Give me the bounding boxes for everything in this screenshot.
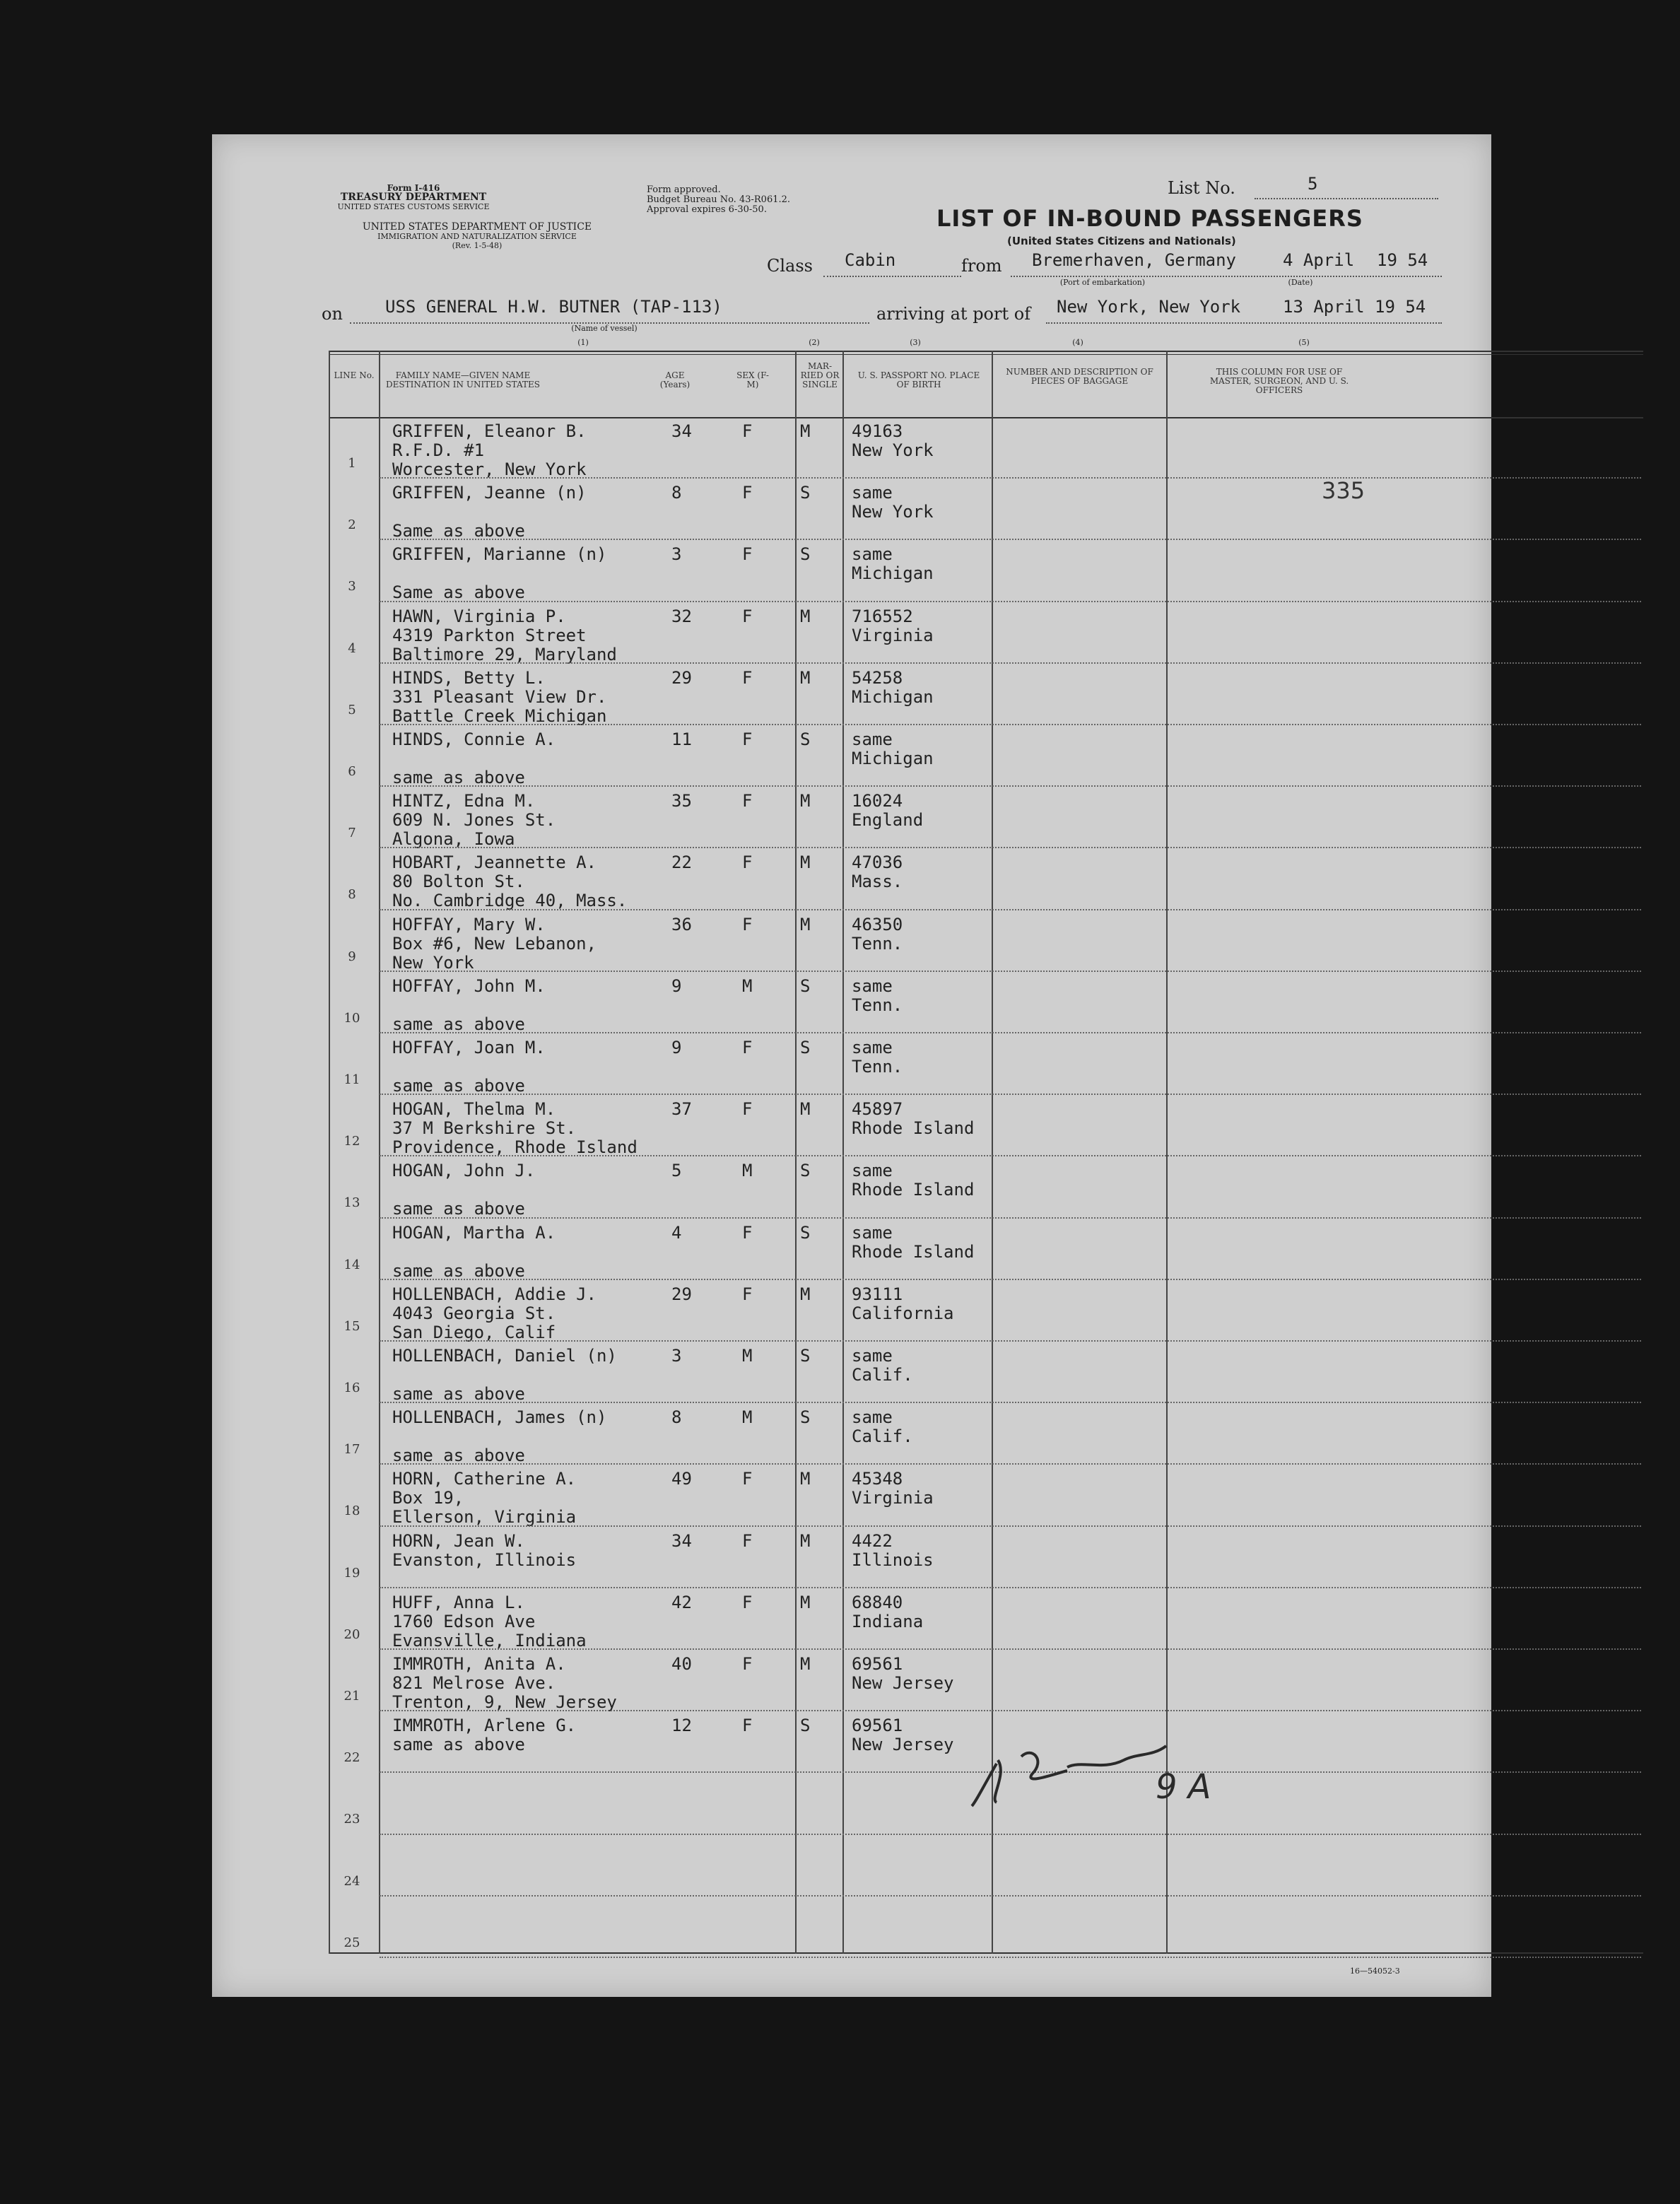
- age-value: 8: [671, 1407, 682, 1428]
- destination-line-2: New York: [392, 952, 474, 973]
- age-value: 4: [671, 1222, 682, 1243]
- place-of-birth: Tenn.: [852, 995, 903, 1015]
- destination-line-2: Algona, Iowa: [392, 829, 515, 850]
- annotation-335: 335: [1322, 477, 1365, 504]
- destination-line-1: 37 M Berkshire St.: [392, 1118, 577, 1139]
- passport-number: same: [852, 1222, 893, 1243]
- passport-number: 68840: [852, 1592, 903, 1612]
- sex-value: F: [742, 914, 753, 934]
- arrival-year: 19 54: [1375, 297, 1426, 317]
- col-divider-passport: [992, 351, 993, 1954]
- line-number: 7: [348, 826, 356, 841]
- row-divider: [380, 1155, 1641, 1156]
- class-label: Class: [767, 256, 813, 276]
- header-officers: THIS COLUMN FOR USE OF MASTER, SURGEON, AND U. S. OFFICERS: [1209, 367, 1349, 395]
- treasury-label: TREASURY DEPARTMENT: [340, 192, 487, 203]
- age-value: 3: [671, 544, 682, 565]
- passport-number: same: [852, 483, 893, 503]
- line-number: 22: [343, 1750, 360, 1766]
- table-top-border-2: [329, 354, 1643, 355]
- age-value: 5: [671, 1161, 682, 1181]
- col-num-1: (1): [577, 338, 589, 347]
- signature-note: 9 A: [1156, 1767, 1211, 1807]
- row-divider: [380, 1895, 1641, 1897]
- line-number: 17: [343, 1442, 360, 1458]
- passport-number: 4422: [852, 1530, 893, 1551]
- header-name: FAMILY NAME—GIVEN NAME DESTINATION IN UNITED STATES: [386, 370, 540, 389]
- age-value: 36: [671, 914, 692, 934]
- passenger-name: HOFFAY, Mary W.: [392, 914, 546, 934]
- sex-value: F: [742, 1038, 753, 1057]
- line-number: 21: [343, 1689, 360, 1704]
- table-top-border: [329, 351, 1643, 352]
- place-of-birth: Tenn.: [852, 933, 903, 954]
- married-status: M: [800, 421, 811, 441]
- destination-line-1: 80 Bolton St.: [392, 872, 525, 892]
- place-of-birth: California: [852, 1303, 954, 1323]
- place-of-birth: Indiana: [852, 1611, 924, 1631]
- sex-value: M: [742, 1346, 753, 1366]
- rev-label: (Rev. 1-5-48): [452, 241, 503, 250]
- married-status: M: [800, 1592, 811, 1612]
- expires-label: Approval expires 6-30-50.: [647, 204, 767, 215]
- list-no-label: List No.: [1168, 178, 1235, 198]
- passenger-name: HOGAN, Thelma M.: [392, 1099, 556, 1120]
- place-of-birth: Rhode Island: [852, 1118, 975, 1139]
- from-label: from: [961, 256, 1002, 276]
- place-of-birth: Michigan: [852, 686, 934, 707]
- row-divider: [380, 1648, 1641, 1650]
- age-value: 40: [671, 1654, 692, 1674]
- sex-value: F: [742, 852, 753, 873]
- from-date: 4 April: [1283, 250, 1355, 270]
- table-left-border: [329, 351, 330, 1954]
- header-sex: SEX (F-M): [736, 370, 769, 389]
- passenger-name: HOBART, Jeannette A.: [392, 852, 597, 873]
- sex-value: F: [742, 421, 753, 441]
- passenger-name: IMMROTH, Arlene G.: [392, 1716, 577, 1736]
- row-divider: [380, 1710, 1641, 1711]
- destination-line-2: same as above: [392, 1014, 525, 1034]
- age-value: 34: [671, 1530, 692, 1551]
- married-status: S: [800, 1407, 811, 1428]
- passenger-name: GRIFFEN, Jeanne (n): [392, 483, 587, 503]
- sex-value: M: [742, 975, 753, 996]
- passport-number: same: [852, 544, 893, 565]
- destination-line-1: Box 19,: [392, 1488, 464, 1508]
- age-value: 8: [671, 483, 682, 503]
- destination-line-2: Same as above: [392, 582, 525, 603]
- line-number: 2: [348, 517, 356, 533]
- married-status: S: [800, 544, 811, 565]
- line-number: 14: [343, 1257, 360, 1272]
- destination-line-2: same as above: [392, 1199, 525, 1219]
- place-of-birth: New Jersey: [852, 1673, 954, 1693]
- row-divider: [380, 662, 1641, 664]
- destination-line-2: same as above: [392, 1446, 525, 1466]
- sex-value: F: [742, 544, 753, 565]
- place-of-birth: Illinois: [852, 1549, 934, 1570]
- on-label: on: [322, 304, 343, 324]
- line-number: 8: [348, 887, 356, 903]
- passport-number: 54258: [852, 667, 903, 688]
- line-number: 6: [348, 764, 356, 779]
- married-status: M: [800, 606, 811, 626]
- age-value: 37: [671, 1099, 692, 1120]
- passport-number: 45897: [852, 1099, 903, 1120]
- passenger-name: IMMROTH, Anita A.: [392, 1654, 566, 1674]
- married-status: S: [800, 483, 811, 503]
- arriving-label: arriving at port of: [876, 304, 1031, 324]
- sex-value: F: [742, 483, 753, 503]
- sex-value: M: [742, 1407, 753, 1428]
- destination-line-2: same as above: [392, 1260, 525, 1281]
- place-of-birth: Rhode Island: [852, 1241, 975, 1262]
- row-divider: [380, 909, 1641, 910]
- destination-line-1: 4319 Parkton Street: [392, 625, 587, 645]
- line-number: 20: [343, 1626, 360, 1642]
- customs-label: UNITED STATES CUSTOMS SERVICE: [337, 202, 490, 211]
- destination-line-1: 821 Melrose Ave.: [392, 1673, 556, 1693]
- sex-value: F: [742, 667, 753, 688]
- age-value: 34: [671, 421, 692, 441]
- row-divider: [380, 785, 1641, 787]
- age-value: 29: [671, 667, 692, 688]
- destination-line-1: same as above: [392, 1735, 525, 1755]
- passenger-name: HOFFAY, John M.: [392, 975, 546, 996]
- line-number: 25: [343, 1935, 360, 1950]
- destination-line-2: Baltimore 29, Maryland: [392, 644, 617, 664]
- destination-line-2: San Diego, Calif: [392, 1322, 556, 1342]
- header-age: AGE (Years): [659, 370, 691, 389]
- ins-label: IMMIGRATION AND NATURALIZATION SERVICE: [377, 232, 577, 241]
- married-status: M: [800, 667, 811, 688]
- passport-number: same: [852, 1161, 893, 1181]
- passenger-name: HINTZ, Edna M.: [392, 791, 536, 811]
- arrival-port: New York, New York: [1057, 297, 1241, 317]
- row-divider: [380, 1032, 1641, 1033]
- vessel-note: (Name of vessel): [571, 324, 638, 333]
- line-number: 15: [343, 1318, 360, 1334]
- form-number: Form I-416: [387, 183, 440, 193]
- line-number: 1: [348, 456, 356, 471]
- age-value: 42: [671, 1592, 692, 1612]
- passenger-name: HOLLENBACH, Addie J.: [392, 1284, 597, 1304]
- destination-line-1: 4043 Georgia St.: [392, 1303, 556, 1323]
- sex-value: F: [742, 1099, 753, 1120]
- line-number: 19: [343, 1565, 360, 1581]
- passport-number: same: [852, 1407, 893, 1428]
- passport-number: same: [852, 975, 893, 996]
- justice-block: [318, 223, 636, 250]
- page-subtitle: (United States Citizens and Nationals): [1007, 235, 1236, 247]
- page-title: LIST OF IN-BOUND PASSENGERS: [936, 205, 1363, 232]
- destination-line-1: Evanston, Illinois: [392, 1549, 577, 1570]
- married-status: M: [800, 791, 811, 811]
- from-year: 19 54: [1377, 250, 1428, 270]
- place-of-birth: Virginia: [852, 1488, 934, 1508]
- row-divider: [380, 1463, 1641, 1465]
- destination-line-2: same as above: [392, 768, 525, 787]
- place-of-birth: Tenn.: [852, 1057, 903, 1077]
- passenger-name: HOGAN, Martha A.: [392, 1222, 556, 1243]
- row-divider: [380, 1957, 1641, 1958]
- destination-line-1: Box #6, New Lebanon,: [392, 933, 597, 954]
- col-num-4: (4): [1072, 338, 1083, 347]
- married-status: S: [800, 1716, 811, 1736]
- age-value: 35: [671, 791, 692, 811]
- passport-number: same: [852, 1038, 893, 1057]
- place-of-birth: New York: [852, 502, 934, 522]
- line-number: 4: [348, 640, 356, 656]
- col-divider-sex: [795, 351, 797, 1954]
- sex-value: F: [742, 606, 753, 626]
- passenger-name: HINDS, Connie A.: [392, 729, 556, 749]
- col-divider-baggage: [1166, 351, 1168, 1954]
- sex-value: F: [742, 791, 753, 811]
- destination-line-1: R.F.D. #1: [392, 440, 485, 460]
- port-embark-note: (Port of embarkation): [1059, 278, 1146, 287]
- age-value: 29: [671, 1284, 692, 1304]
- passport-number: 47036: [852, 852, 903, 873]
- married-status: M: [800, 1530, 811, 1551]
- row-divider: [380, 1094, 1641, 1095]
- destination-line-2: Same as above: [392, 521, 525, 541]
- married-status: S: [800, 1161, 811, 1181]
- budget-label: Budget Bureau No. 43-R061.2.: [647, 194, 791, 205]
- destination-line-2: Evansville, Indiana: [392, 1630, 587, 1651]
- place-of-birth: New York: [852, 440, 934, 460]
- line-number: 9: [348, 949, 356, 964]
- married-status: M: [800, 1284, 811, 1304]
- passport-number: 45348: [852, 1469, 903, 1489]
- married-status: S: [800, 1346, 811, 1366]
- passenger-name: HOLLENBACH, James (n): [392, 1407, 607, 1428]
- passenger-name: HUFF, Anna L.: [392, 1592, 525, 1612]
- passport-number: same: [852, 729, 893, 749]
- passenger-name: HAWN, Virginia P.: [392, 606, 566, 626]
- sex-value: F: [742, 1222, 753, 1243]
- destination-line-2: Worcester, New York: [392, 459, 587, 479]
- line-number: 18: [343, 1503, 360, 1519]
- married-status: M: [800, 1469, 811, 1489]
- passenger-name: HORN, Catherine A.: [392, 1469, 577, 1489]
- passport-number: 16024: [852, 791, 903, 811]
- place-of-birth: Michigan: [852, 563, 934, 584]
- from-field: [1011, 250, 1442, 277]
- line-number: 5: [348, 702, 356, 717]
- approved-label: Form approved.: [647, 184, 721, 195]
- destination-line-2: No. Cambridge 40, Mass.: [392, 891, 628, 911]
- class-value: Cabin: [845, 250, 896, 270]
- row-divider: [380, 601, 1641, 602]
- row-divider: [380, 539, 1641, 540]
- list-no-field: [1255, 174, 1438, 199]
- place-of-birth: Mass.: [852, 872, 903, 892]
- age-value: 11: [671, 729, 692, 749]
- passport-number: 716552: [852, 606, 913, 626]
- row-divider: [380, 1525, 1641, 1527]
- married-status: S: [800, 975, 811, 996]
- col-num-3: (3): [910, 338, 921, 347]
- col-num-2: (2): [809, 338, 820, 347]
- sex-value: F: [742, 1284, 753, 1304]
- sex-value: F: [742, 1592, 753, 1612]
- age-value: 12: [671, 1716, 692, 1736]
- passport-number: 49163: [852, 421, 903, 441]
- from-port: Bremerhaven, Germany: [1032, 250, 1236, 270]
- row-divider: [380, 1217, 1641, 1219]
- passenger-list-form: [212, 134, 1491, 1997]
- vessel-field: [350, 297, 869, 324]
- place-of-birth: Virginia: [852, 625, 934, 645]
- row-divider: [380, 1834, 1641, 1835]
- passenger-name: HORN, Jean W.: [392, 1530, 525, 1551]
- row-divider: [380, 847, 1641, 848]
- passport-number: 69561: [852, 1654, 903, 1674]
- row-divider: [380, 1587, 1641, 1588]
- age-value: 32: [671, 606, 692, 626]
- line-number: 16: [343, 1381, 360, 1395]
- row-divider: [380, 724, 1641, 725]
- passenger-name: HOLLENBACH, Daniel (n): [392, 1346, 617, 1366]
- arrival-field: [1046, 297, 1442, 324]
- header-baggage: NUMBER AND DESCRIPTION OF PIECES OF BAGGAGE: [1006, 367, 1153, 386]
- married-status: M: [800, 1099, 811, 1120]
- married-status: S: [800, 1222, 811, 1243]
- passenger-name: GRIFFEN, Eleanor B.: [392, 421, 587, 441]
- place-of-birth: Calif.: [852, 1365, 913, 1385]
- passport-number: 93111: [852, 1284, 903, 1304]
- passenger-name: HOGAN, John J.: [392, 1161, 536, 1181]
- justice-label: UNITED STATES DEPARTMENT OF JUSTICE: [362, 221, 592, 233]
- approval-block: [647, 185, 830, 215]
- header-married: MAR-RIED OR SINGLE: [800, 361, 840, 389]
- line-number: 24: [343, 1873, 360, 1889]
- married-status: M: [800, 852, 811, 873]
- destination-line-1: 1760 Edson Ave: [392, 1611, 536, 1631]
- destination-line-1: 609 N. Jones St.: [392, 810, 556, 831]
- passenger-name: GRIFFEN, Marianne (n): [392, 544, 607, 565]
- place-of-birth: England: [852, 810, 924, 831]
- list-no-value: 5: [1308, 174, 1318, 194]
- sex-value: F: [742, 1530, 753, 1551]
- sex-value: F: [742, 1654, 753, 1674]
- place-of-birth: Rhode Island: [852, 1180, 975, 1200]
- destination-line-2: Battle Creek Michigan: [392, 705, 607, 726]
- col-divider-married: [842, 351, 844, 1954]
- sex-value: F: [742, 1716, 753, 1736]
- married-status: S: [800, 729, 811, 749]
- sex-value: F: [742, 1469, 753, 1489]
- header-line-no: LINE No.: [334, 370, 375, 380]
- age-value: 9: [671, 975, 682, 996]
- row-divider: [380, 971, 1641, 972]
- agency-block: [318, 184, 509, 211]
- date-note: (Date): [1288, 278, 1313, 287]
- header-passport: U. S. PASSPORT NO. PLACE OF BIRTH: [857, 370, 980, 389]
- line-number: 11: [343, 1072, 360, 1087]
- destination-line-2: Trenton, 9, New Jersey: [392, 1692, 617, 1712]
- line-number: 23: [343, 1812, 360, 1827]
- col-divider-line: [379, 351, 380, 1954]
- destination-line-2: same as above: [392, 1384, 525, 1404]
- header-bottom-border: [329, 417, 1643, 418]
- place-of-birth: New Jersey: [852, 1735, 954, 1755]
- row-divider: [380, 1402, 1641, 1403]
- age-value: 9: [671, 1038, 682, 1057]
- table-bottom-border: [329, 1952, 1643, 1954]
- line-number: 10: [343, 1010, 360, 1026]
- age-value: 49: [671, 1469, 692, 1489]
- row-divider: [380, 1279, 1641, 1280]
- footer-code: 16—54052-3: [1350, 1966, 1400, 1976]
- age-value: 22: [671, 852, 692, 873]
- line-number: 12: [343, 1134, 360, 1149]
- married-status: M: [800, 914, 811, 934]
- row-divider: [380, 1340, 1641, 1342]
- line-number: 3: [348, 579, 356, 594]
- sex-value: M: [742, 1161, 753, 1181]
- destination-line-2: same as above: [392, 1076, 525, 1096]
- class-field: [823, 250, 961, 277]
- passport-number: same: [852, 1346, 893, 1366]
- vessel-name: USS GENERAL H.W. BUTNER (TAP-113): [385, 297, 722, 317]
- passport-number: 69561: [852, 1716, 903, 1736]
- destination-line-2: Providence, Rhode Island: [392, 1137, 638, 1158]
- destination-line-2: Ellerson, Virginia: [392, 1507, 577, 1528]
- sex-value: F: [742, 729, 753, 749]
- age-value: 3: [671, 1346, 682, 1366]
- col-num-5: (5): [1298, 338, 1310, 347]
- married-status: S: [800, 1038, 811, 1057]
- passenger-name: HINDS, Betty L.: [392, 667, 546, 688]
- arrival-date: 13 April: [1283, 297, 1365, 317]
- row-divider: [380, 477, 1641, 479]
- line-number: 13: [343, 1195, 360, 1211]
- passport-number: 46350: [852, 914, 903, 934]
- place-of-birth: Michigan: [852, 749, 934, 768]
- destination-line-1: 331 Pleasant View Dr.: [392, 686, 607, 707]
- passenger-name: HOFFAY, Joan M.: [392, 1038, 546, 1057]
- place-of-birth: Calif.: [852, 1426, 913, 1447]
- married-status: M: [800, 1654, 811, 1674]
